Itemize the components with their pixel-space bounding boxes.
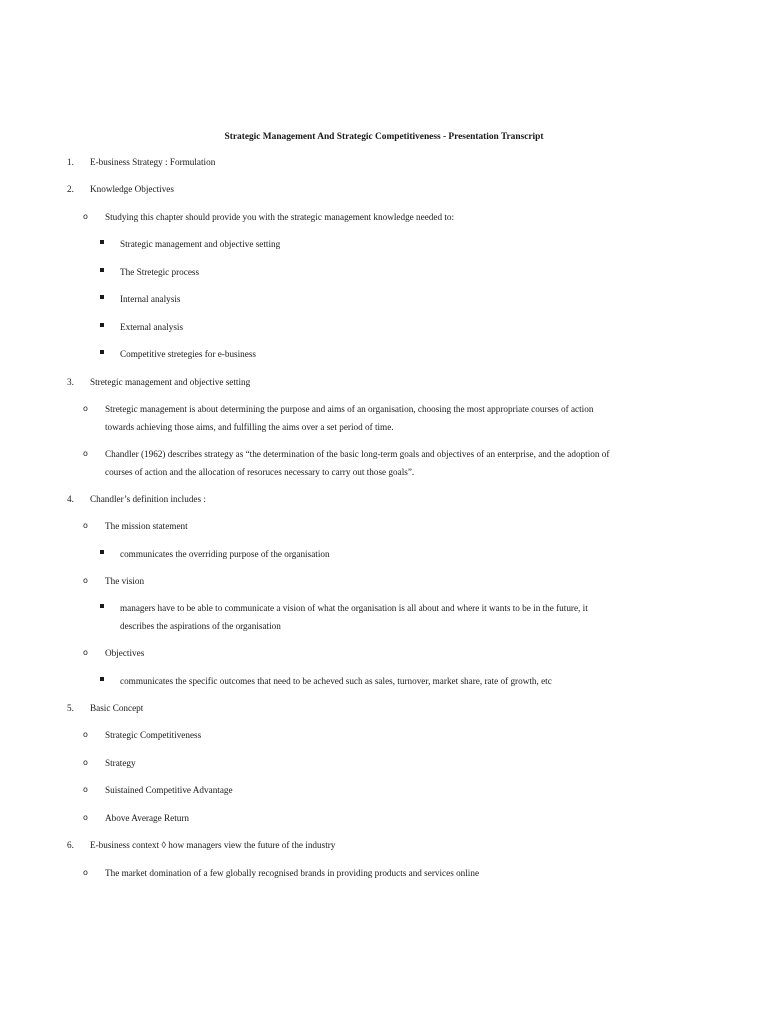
square-bullet — [100, 268, 104, 272]
sub-item-text: Stretegic management is about determining the purpose and aims of an organisation, choosing the most appropriate courses of action — [105, 404, 594, 414]
item-number: 6. — [67, 840, 74, 850]
item-text: Knowledge Objectives — [90, 184, 174, 194]
square-bullet — [100, 350, 104, 354]
sub-item-text: The mission statement — [105, 521, 188, 531]
circle-bullet: o — [83, 449, 88, 458]
circle-bullet: o — [83, 404, 88, 413]
square-bullet — [100, 295, 104, 299]
item-number: 5. — [67, 703, 74, 713]
item-text: E-business context ◊ how managers view the future of the industry — [90, 840, 336, 850]
circle-bullet: o — [83, 521, 88, 530]
circle-bullet: o — [83, 648, 88, 657]
circle-bullet: o — [83, 813, 88, 822]
circle-bullet: o — [83, 576, 88, 585]
item-text: Chandler’s definition includes : — [90, 494, 206, 504]
circle-bullet: o — [83, 868, 88, 877]
sub-item-text-continued: courses of action and the allocation of resoruces necessary to carry out those goals”. — [105, 467, 415, 477]
sub-item-text: Strategy — [105, 758, 136, 768]
item-text: Basic Concept — [90, 703, 144, 713]
square-bullet — [100, 677, 104, 681]
list-item: communicates the overriding purpose of the organisation — [120, 549, 330, 559]
square-bullet — [100, 604, 104, 608]
square-bullet — [100, 240, 104, 244]
circle-bullet: o — [83, 758, 88, 767]
list-item: The Stretegic process — [120, 267, 200, 277]
item-text: E-business Strategy : Formulation — [90, 157, 216, 167]
sub-item-text: Above Average Return — [105, 813, 190, 823]
circle-bullet: o — [83, 730, 88, 739]
item-number: 1. — [67, 157, 74, 167]
list-item: communicates the specific outcomes that need to be acheved such as sales, turnover, market share, rate of growth, etc — [120, 676, 552, 686]
list-item: Competitive stretegies for e-business — [120, 349, 256, 359]
square-bullet — [100, 323, 104, 327]
circle-bullet: o — [83, 785, 88, 794]
page-title: Strategic Management And Strategic Competitiveness - Presentation Transcript — [224, 132, 544, 142]
circle-bullet: o — [83, 212, 88, 221]
list-item: External analysis — [120, 322, 184, 332]
list-item: managers have to be able to communicate a vision of what the organisation is all about and where it wants to be in the future, it — [120, 603, 588, 613]
sub-item-text: Chandler (1962) describes strategy as “the determination of the basic long-term goals and objectives of an enterprise, and the adoption of — [105, 449, 610, 459]
sub-item-text: The vision — [105, 576, 145, 586]
square-bullet — [100, 550, 104, 554]
list-item: Strategic management and objective setting — [120, 239, 281, 249]
sub-item-text: Strategic Competitiveness — [105, 730, 202, 740]
sub-item-text-continued: towards achieving those aims, and fulfilling the aims over a set period of time. — [105, 422, 394, 432]
item-number: 3. — [67, 377, 74, 387]
sub-item-text: Studying this chapter should provide you with the strategic management knowledge needed to: — [105, 212, 455, 222]
sub-item-text: Suistained Competitive Advantage — [105, 785, 233, 795]
sub-item-text: The market domination of a few globally recognised brands in providing products and services online — [105, 868, 480, 878]
item-text: Stretegic management and objective setting — [90, 377, 251, 387]
item-number: 2. — [67, 184, 74, 194]
list-item: Internal analysis — [120, 294, 181, 304]
item-number: 4. — [67, 494, 74, 504]
list-item-continued: describes the aspirations of the organisation — [120, 621, 281, 631]
sub-item-text: Objectives — [105, 648, 145, 658]
